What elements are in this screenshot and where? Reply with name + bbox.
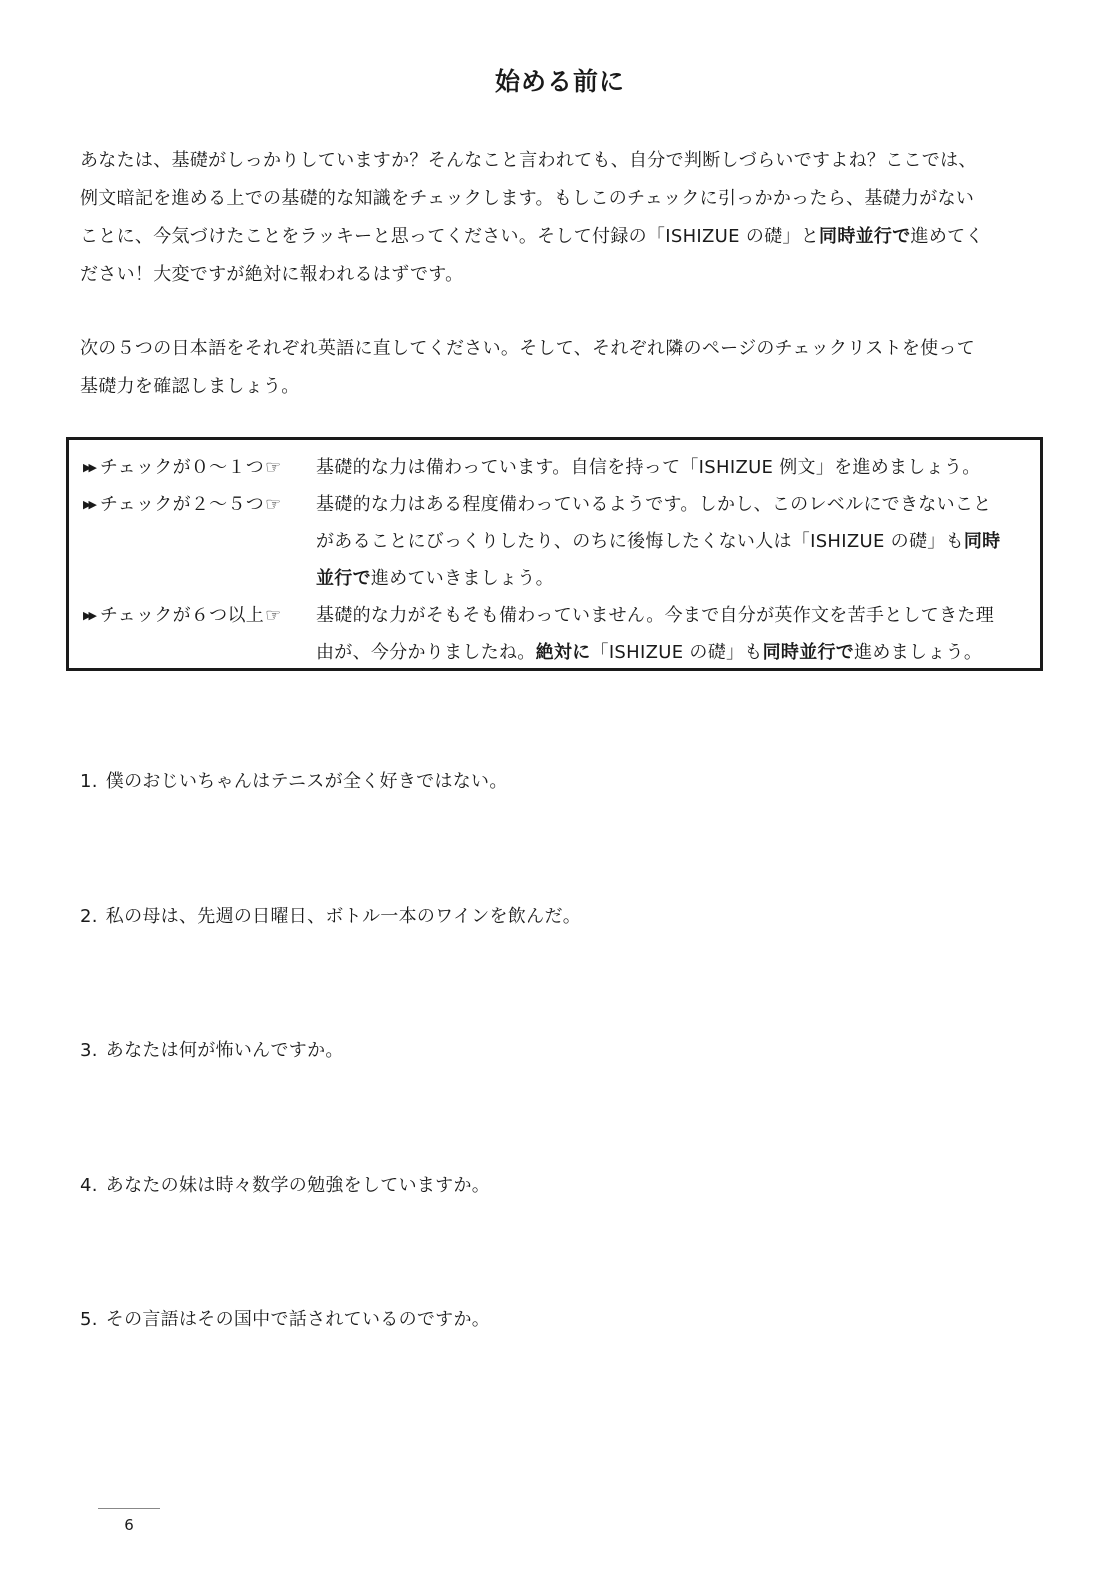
check-label-text: チェックが０～１つ	[99, 457, 265, 478]
emphasis-text: 並行で	[316, 568, 371, 589]
instruction-line: 次の５つの日本語をそれぞれ英語に直してください。そして、それぞれ隣のページのチェックリストを使って	[80, 338, 976, 359]
check-result-box	[66, 437, 1043, 671]
question-text: あなたは何が怖いんですか。	[105, 1040, 344, 1061]
emphasis-text: 絶対に	[535, 642, 591, 663]
description-line: 基礎的な力は備わっています。自信を持って「ISHIZUE 例文」を進めましょう。	[316, 457, 981, 478]
page-title: 始める前に	[494, 67, 625, 96]
description-line	[316, 560, 1036, 597]
question-text: あなたの妹は時々数学の勉強をしていますか。	[105, 1175, 491, 1196]
check-row-label	[83, 449, 282, 486]
emphasis-text: 同時並行で	[819, 226, 911, 247]
page-number: 6	[124, 1516, 134, 1534]
question-number: 1.	[80, 771, 98, 792]
emphasis-text: 同時並行で	[762, 642, 855, 663]
pointing-hand-icon: ☞	[265, 494, 282, 515]
description-line	[316, 634, 1036, 671]
instruction-line: 基礎力を確認しましょう。	[80, 376, 300, 397]
intro-paragraph	[80, 142, 1040, 294]
question-item	[80, 767, 508, 797]
instruction-paragraph	[80, 330, 1040, 406]
question-text: その言語はその国中で話されているのですか。	[105, 1309, 491, 1330]
intro-line: 例文暗記を進める上での基礎的な知識をチェックします。もしこのチェックに引っかかったら、基礎力がない	[80, 188, 975, 209]
check-label-text: チェックが６つ以上	[99, 605, 265, 626]
check-row-description	[316, 597, 1036, 671]
question-item	[80, 902, 581, 932]
question-item	[80, 1305, 490, 1335]
question-number: 5.	[80, 1309, 98, 1330]
double-triangle-right-icon: ▶▶	[83, 609, 94, 622]
description-text: 進めましょう。	[854, 642, 983, 663]
check-label-text: チェックが２～５つ	[99, 494, 265, 515]
footer-divider	[98, 1508, 160, 1509]
question-text: 僕のおじいちゃんはテニスが全く好きではない。	[105, 771, 508, 792]
description-text: 由が、今分かりましたね。	[316, 642, 536, 663]
emphasis-text: 同時	[963, 531, 1001, 552]
description-line: 基礎的な力がそもそも備わっていません。今まで自分が英作文を苦手としてきた理	[316, 605, 994, 626]
description-text: 進めていきましょう。	[370, 568, 554, 589]
check-row-description	[316, 486, 1036, 597]
question-number: 4.	[80, 1175, 98, 1196]
description-line	[316, 523, 1036, 560]
intro-text: 進めてく	[910, 226, 984, 247]
intro-line	[80, 218, 1040, 256]
intro-line: あなたは、基礎がしっかりしていますか？そんなこと言われても、自分で判断しづらいですよね？ここでは、	[80, 150, 977, 171]
question-number: 2.	[80, 906, 98, 927]
question-number: 3.	[80, 1040, 98, 1061]
check-row-description	[316, 449, 1036, 486]
pointing-hand-icon: ☞	[265, 457, 282, 478]
double-triangle-right-icon: ▶▶	[83, 461, 94, 474]
description-line: 基礎的な力はある程度備わっているようです。しかし、このレベルにできないこと	[316, 494, 992, 515]
description-text: 「ISHIZUE の礎」も	[590, 642, 763, 663]
check-row-label	[83, 486, 282, 523]
question-item	[80, 1036, 344, 1066]
intro-text: ことに、今気づけたことをラッキーと思ってください。そして付録の「ISHIZUE の礎」と	[80, 226, 820, 247]
check-row-label	[83, 597, 282, 634]
intro-line: ださい！大変ですが絶対に報われるはずです。	[80, 264, 464, 285]
pointing-hand-icon: ☞	[265, 605, 282, 626]
description-text: があることにびっくりしたり、のちに後悔したくない人は「ISHIZUE の礎」も	[316, 531, 964, 552]
question-text: 私の母は、先週の日曜日、ボトル一本のワインを飲んだ。	[105, 906, 582, 927]
double-triangle-right-icon: ▶▶	[83, 498, 94, 511]
question-item	[80, 1171, 490, 1201]
